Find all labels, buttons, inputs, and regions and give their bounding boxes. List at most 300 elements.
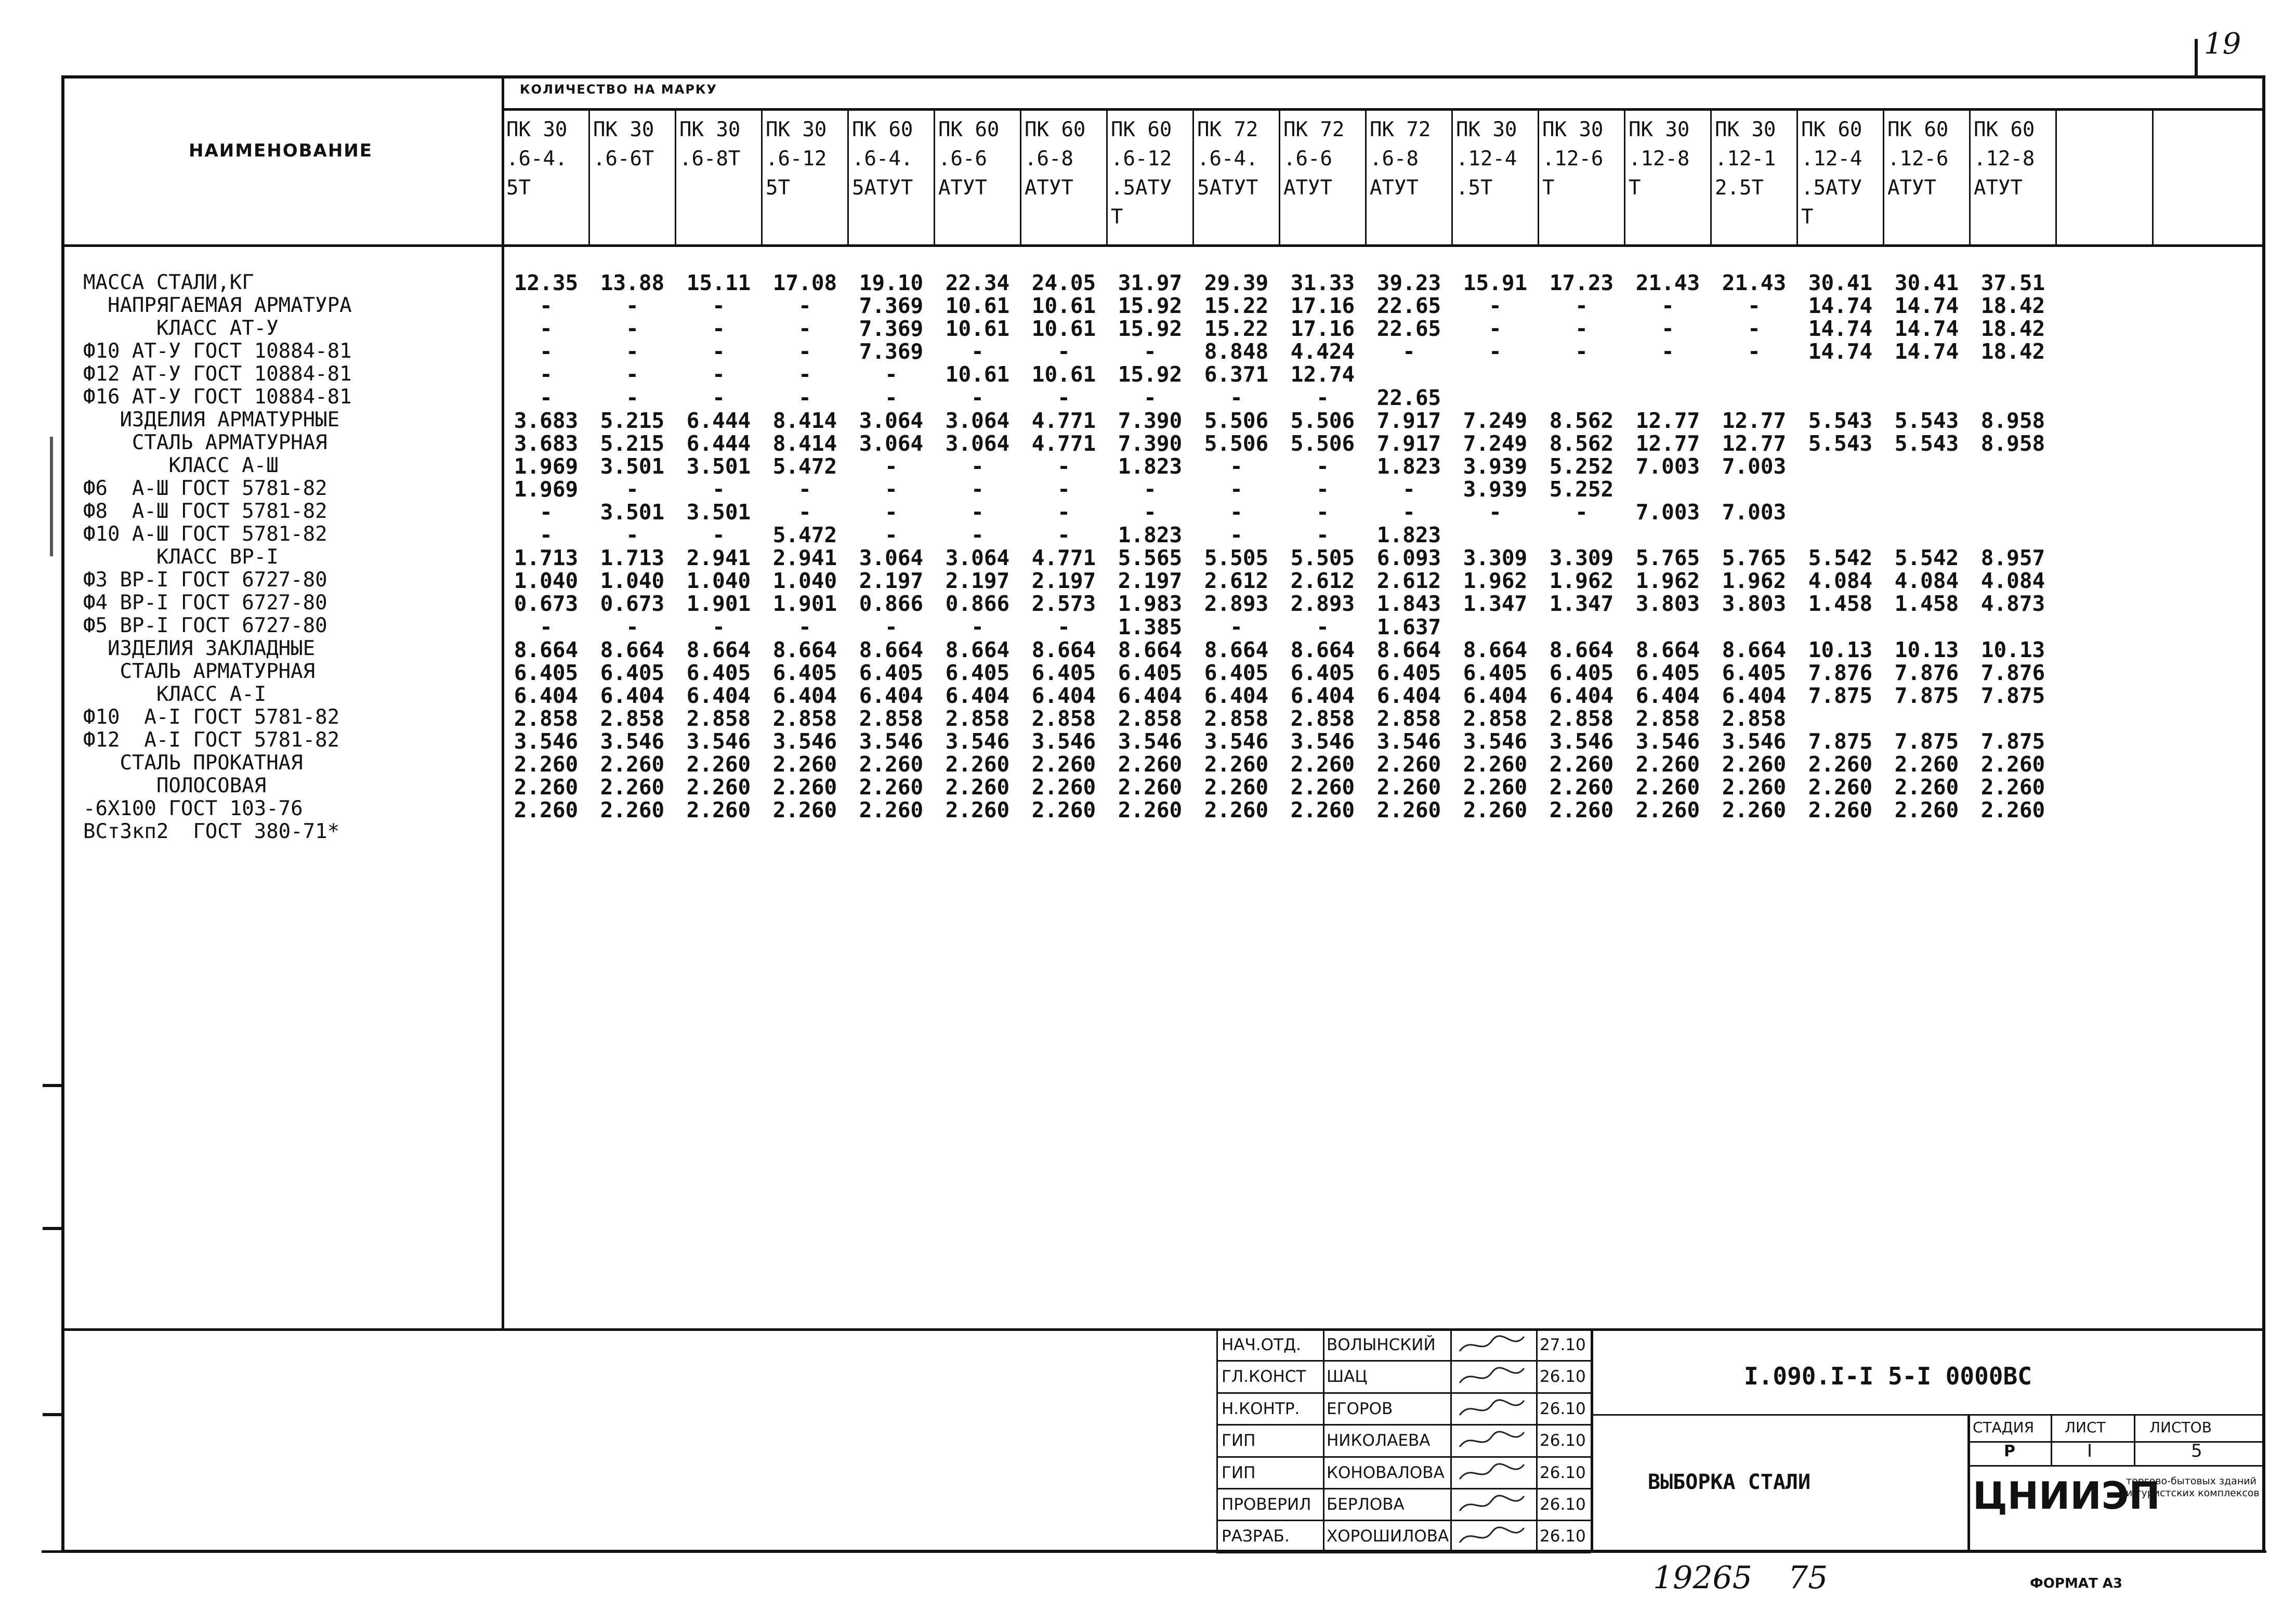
table-cell: 22.65 bbox=[1376, 316, 1441, 342]
table-cell: 6.404 bbox=[600, 683, 665, 708]
signature bbox=[1455, 1362, 1528, 1394]
column-header: ПК 30 .12-6 Т bbox=[1542, 118, 1604, 200]
signature-scribble bbox=[1455, 1330, 1528, 1357]
table-cell: - bbox=[626, 476, 639, 502]
table-cell: 30.41 bbox=[1808, 270, 1873, 295]
table-cell: - bbox=[798, 293, 811, 319]
table-cell: 4.771 bbox=[1031, 408, 1096, 433]
table-cell: - bbox=[1230, 614, 1243, 639]
table-cell: 1.637 bbox=[1376, 614, 1441, 639]
table-cell: - bbox=[540, 500, 553, 525]
table-cell: - bbox=[971, 453, 984, 479]
table-cell: - bbox=[1057, 339, 1070, 364]
table-cell: 21.43 bbox=[1635, 270, 1700, 295]
table-cell: 2.858 bbox=[1376, 705, 1441, 731]
table-cell: - bbox=[540, 614, 553, 639]
signature bbox=[1455, 1458, 1528, 1490]
table-cell: - bbox=[971, 385, 984, 410]
table-cell: 2.260 bbox=[1808, 775, 1873, 800]
table-cell: 5.506 bbox=[1204, 430, 1269, 456]
table-cell: 2.260 bbox=[1722, 752, 1787, 777]
stamp-col bbox=[2051, 1414, 2052, 1465]
table-cell: - bbox=[1402, 500, 1415, 525]
table-cell: 22.34 bbox=[945, 270, 1010, 295]
table-cell: 2.260 bbox=[1031, 752, 1096, 777]
table-cell: 7.876 bbox=[1808, 660, 1873, 685]
table-cell: 8.664 bbox=[859, 637, 924, 662]
table-cell: 5.506 bbox=[1204, 408, 1269, 433]
column-header: ПК 30 .6-6Т bbox=[593, 118, 654, 171]
table-cell: 5.252 bbox=[1549, 476, 1614, 502]
signature bbox=[1455, 1426, 1528, 1458]
table-cell: 7.917 bbox=[1376, 430, 1441, 456]
table-cell: - bbox=[712, 385, 725, 410]
signature-scribble bbox=[1455, 1522, 1528, 1549]
table-cell: 7.876 bbox=[1894, 660, 1959, 685]
table-cell: 3.501 bbox=[686, 453, 751, 479]
table-cell: - bbox=[1316, 522, 1329, 548]
table-cell: 12.77 bbox=[1635, 408, 1700, 433]
table-cell: 5.543 bbox=[1808, 408, 1873, 433]
table-cell: 1.969 bbox=[514, 476, 579, 502]
table-cell: 3.546 bbox=[1118, 729, 1183, 754]
table-cell: 6.404 bbox=[1722, 683, 1787, 708]
table-cell: 2.893 bbox=[1204, 591, 1269, 617]
table-cell: 7.875 bbox=[1808, 683, 1873, 708]
org-subtitle: торгово-бытовых зданий и туристских комплексов bbox=[2126, 1475, 2260, 1499]
table-cell: 6.444 bbox=[686, 430, 751, 456]
table-cell: 6.404 bbox=[1290, 683, 1355, 708]
table-cell: 8.664 bbox=[1031, 637, 1096, 662]
table-cell: 3.064 bbox=[859, 430, 924, 456]
table-cell: 1.983 bbox=[1118, 591, 1183, 617]
table-cell: - bbox=[885, 522, 898, 548]
table-cell: - bbox=[626, 362, 639, 387]
table-cell: 1.962 bbox=[1635, 568, 1700, 594]
table-cell: - bbox=[540, 522, 553, 548]
table-cell: 31.97 bbox=[1118, 270, 1183, 295]
table-cell: 2.260 bbox=[1549, 752, 1614, 777]
stamp-date: 26.10 bbox=[1540, 1527, 1586, 1546]
table-cell: 7.875 bbox=[1980, 683, 2045, 708]
table-cell: 17.16 bbox=[1290, 293, 1355, 319]
column-header: ПК 60 .12-8 АТУТ bbox=[1974, 118, 2035, 200]
table-cell: - bbox=[971, 614, 984, 639]
table-cell: 3.546 bbox=[859, 729, 924, 754]
table-cell: 8.664 bbox=[1635, 637, 1700, 662]
table-cell: 18.42 bbox=[1980, 293, 2045, 319]
table-cell: 15.22 bbox=[1204, 316, 1269, 342]
table-cell: - bbox=[1316, 500, 1329, 525]
table-cell: - bbox=[971, 500, 984, 525]
header-bottom-line bbox=[61, 244, 2265, 247]
table-cell: 6.404 bbox=[1463, 683, 1528, 708]
table-cell: 5.565 bbox=[1118, 545, 1183, 571]
table-cell: 2.260 bbox=[1118, 752, 1183, 777]
table-cell: 2.260 bbox=[1031, 798, 1096, 823]
table-cell: 10.13 bbox=[1808, 637, 1873, 662]
table-cell: 8.848 bbox=[1204, 339, 1269, 364]
table-cell: 2.260 bbox=[514, 798, 579, 823]
table-cell: 1.458 bbox=[1894, 591, 1959, 617]
table-cell: 8.664 bbox=[1549, 637, 1614, 662]
stamp-date: 26.10 bbox=[1540, 1495, 1586, 1514]
table-cell: 5.506 bbox=[1290, 408, 1355, 433]
table-cell: 6.404 bbox=[1031, 683, 1096, 708]
table-cell: - bbox=[712, 614, 725, 639]
table-cell: - bbox=[1661, 316, 1674, 342]
table-cell: 2.260 bbox=[1204, 752, 1269, 777]
table-cell: 8.664 bbox=[1118, 637, 1183, 662]
table-cell: 2.260 bbox=[686, 775, 751, 800]
table-cell: 2.858 bbox=[1031, 705, 1096, 731]
table-cell: - bbox=[712, 476, 725, 502]
table-cell: 6.404 bbox=[686, 683, 751, 708]
table-cell: 6.405 bbox=[1290, 660, 1355, 685]
table-cell: - bbox=[1057, 385, 1070, 410]
table-cell: 8.664 bbox=[600, 637, 665, 662]
table-cell: 0.673 bbox=[600, 591, 665, 617]
table-cell: 2.941 bbox=[772, 545, 837, 571]
table-cell: 2.858 bbox=[1204, 705, 1269, 731]
stamp-date: 26.10 bbox=[1540, 1367, 1586, 1387]
table-cell: 2.858 bbox=[1290, 705, 1355, 731]
table-cell: - bbox=[1144, 500, 1157, 525]
table-cell: 1.962 bbox=[1463, 568, 1528, 594]
table-cell: - bbox=[1748, 339, 1761, 364]
table-cell: 8.664 bbox=[1290, 637, 1355, 662]
table-cell: 2.260 bbox=[1290, 798, 1355, 823]
table-cell: 3.546 bbox=[600, 729, 665, 754]
table-cell: 2.858 bbox=[772, 705, 837, 731]
table-cell: 2.260 bbox=[1635, 775, 1700, 800]
stamp-col bbox=[1967, 1414, 1970, 1552]
table-cell: 2.260 bbox=[1118, 798, 1183, 823]
table-cell: 2.260 bbox=[1376, 752, 1441, 777]
table-cell: 4.873 bbox=[1980, 591, 2045, 617]
table-cell: 2.260 bbox=[1463, 752, 1528, 777]
table-cell: 5.542 bbox=[1808, 545, 1873, 571]
table-cell: 7.003 bbox=[1635, 500, 1700, 525]
column-header: ПК 60 .6-12 .5АТУ Т bbox=[1111, 118, 1172, 229]
stamp-col bbox=[1323, 1328, 1324, 1552]
stamp-row-line bbox=[1216, 1520, 1591, 1521]
table-cell: 5.542 bbox=[1894, 545, 1959, 571]
table-cell: 21.43 bbox=[1722, 270, 1787, 295]
column-header: ПК 72 .6-6 АТУТ bbox=[1283, 118, 1345, 200]
sheet-label: ЛИСТ bbox=[2065, 1419, 2106, 1436]
table-cell: 10.13 bbox=[1980, 637, 2045, 662]
table-cell: 22.65 bbox=[1376, 293, 1441, 319]
table-cell: 3.803 bbox=[1722, 591, 1787, 617]
table-cell: - bbox=[1316, 476, 1329, 502]
stamp-name: НИКОЛАЕВА bbox=[1327, 1431, 1431, 1450]
table-cell: 2.260 bbox=[686, 798, 751, 823]
table-cell: - bbox=[971, 476, 984, 502]
table-cell: 3.064 bbox=[945, 430, 1010, 456]
table-cell: 15.92 bbox=[1118, 316, 1183, 342]
table-cell: 15.91 bbox=[1463, 270, 1528, 295]
stamp-role: НАЧ.ОТД. bbox=[1222, 1336, 1302, 1354]
table-cell: 2.941 bbox=[686, 545, 751, 571]
table-cell: 7.249 bbox=[1463, 408, 1528, 433]
table-cell: 8.664 bbox=[1204, 637, 1269, 662]
table-cell: 39.23 bbox=[1376, 270, 1441, 295]
table-cell: 15.92 bbox=[1118, 362, 1183, 387]
table-cell: - bbox=[798, 385, 811, 410]
table-cell: 5.505 bbox=[1290, 545, 1355, 571]
table-cell: 24.05 bbox=[1031, 270, 1096, 295]
table-cell: 7.875 bbox=[1894, 729, 1959, 754]
margin-tick bbox=[43, 1413, 64, 1416]
table-cell: 2.260 bbox=[1894, 798, 1959, 823]
table-cell: 2.260 bbox=[1894, 775, 1959, 800]
table-cell: 1.901 bbox=[772, 591, 837, 617]
sheets-value: 5 bbox=[2191, 1441, 2202, 1461]
table-cell: 8.664 bbox=[514, 637, 579, 662]
table-cell: 5.215 bbox=[600, 430, 665, 456]
stamp-role: ГЛ.КОНСТ bbox=[1222, 1367, 1306, 1387]
org-logo: ЦНИИЭП bbox=[1973, 1474, 2160, 1518]
column-header: ПК 60 .12-4 .5АТУ Т bbox=[1801, 118, 1862, 229]
table-cell: 3.546 bbox=[1549, 729, 1614, 754]
table-cell: 2.260 bbox=[945, 798, 1010, 823]
signature bbox=[1455, 1490, 1528, 1522]
table-cell: 2.260 bbox=[1204, 775, 1269, 800]
table-cell: 8.664 bbox=[772, 637, 837, 662]
table-cell: - bbox=[798, 362, 811, 387]
table-cell: 3.501 bbox=[686, 500, 751, 525]
table-cell: - bbox=[1575, 500, 1588, 525]
table-cell: - bbox=[1144, 385, 1157, 410]
table-cell: 1.347 bbox=[1463, 591, 1528, 617]
table-cell: 8.958 bbox=[1980, 408, 2045, 433]
table-cell: 7.876 bbox=[1980, 660, 2045, 685]
sheet-title: ВЫБОРКА СТАЛИ bbox=[1648, 1470, 1811, 1494]
table-cell: 2.197 bbox=[1031, 568, 1096, 594]
table-cell: 1.713 bbox=[600, 545, 665, 571]
table-cell: 2.858 bbox=[514, 705, 579, 731]
table-cell: 4.424 bbox=[1290, 339, 1355, 364]
table-cell: 5.472 bbox=[772, 522, 837, 548]
table-cell: 10.61 bbox=[1031, 362, 1096, 387]
stamp-role: ГИП bbox=[1222, 1431, 1256, 1450]
table-cell: 1.823 bbox=[1376, 522, 1441, 548]
table-cell: 31.33 bbox=[1290, 270, 1355, 295]
table-cell: 6.405 bbox=[514, 660, 579, 685]
table-cell: 12.74 bbox=[1290, 362, 1355, 387]
table-cell: - bbox=[1402, 339, 1415, 364]
page-number: 19 bbox=[2204, 27, 2241, 61]
table-cell: 10.61 bbox=[945, 316, 1010, 342]
table-cell: 1.040 bbox=[772, 568, 837, 594]
table-cell: 2.260 bbox=[945, 752, 1010, 777]
table-cell: - bbox=[626, 316, 639, 342]
table-cell: 2.858 bbox=[600, 705, 665, 731]
column-header: ПК 30 .12-4 .5Т bbox=[1456, 118, 1517, 200]
column-header: ПК 30 .6-8Т bbox=[679, 118, 741, 171]
table-cell: - bbox=[712, 362, 725, 387]
table-cell: 22.65 bbox=[1376, 385, 1441, 410]
table-cell: - bbox=[1316, 453, 1329, 479]
table-cell: 4.771 bbox=[1031, 430, 1096, 456]
table-cell: - bbox=[540, 362, 553, 387]
table-cell: 7.003 bbox=[1722, 500, 1787, 525]
stamp-date: 27.10 bbox=[1540, 1336, 1586, 1354]
table-cell: - bbox=[1489, 339, 1502, 364]
table-cell: - bbox=[798, 614, 811, 639]
table-cell: 2.260 bbox=[772, 798, 837, 823]
table-cell: 3.546 bbox=[1031, 729, 1096, 754]
table-cell: 5.252 bbox=[1549, 453, 1614, 479]
stamp-name: ШАЦ bbox=[1327, 1367, 1368, 1387]
table-cell: - bbox=[1230, 453, 1243, 479]
table-cell: 3.064 bbox=[945, 545, 1010, 571]
table-cell: 4.771 bbox=[1031, 545, 1096, 571]
signature-scribble bbox=[1455, 1490, 1528, 1517]
table-cell: - bbox=[798, 339, 811, 364]
table-cell: 3.501 bbox=[600, 500, 665, 525]
table-cell: 2.260 bbox=[945, 775, 1010, 800]
table-cell: - bbox=[1316, 614, 1329, 639]
table-cell: 7.917 bbox=[1376, 408, 1441, 433]
table-cell: 6.404 bbox=[945, 683, 1010, 708]
table-cell: 7.875 bbox=[1894, 683, 1959, 708]
table-cell: 5.506 bbox=[1290, 430, 1355, 456]
table-cell: 6.404 bbox=[1376, 683, 1441, 708]
table-cell: 2.260 bbox=[1290, 775, 1355, 800]
stamp-date: 26.10 bbox=[1540, 1463, 1586, 1482]
table-cell: 3.546 bbox=[772, 729, 837, 754]
table-cell: 5.472 bbox=[772, 453, 837, 479]
table-cell: 3.546 bbox=[1290, 729, 1355, 754]
table-cell: 8.664 bbox=[1722, 637, 1787, 662]
table-cell: 3.546 bbox=[1204, 729, 1269, 754]
column-header: ПК 30 .6-4. 5Т bbox=[506, 118, 568, 200]
table-cell: - bbox=[1316, 385, 1329, 410]
table-cell: 2.260 bbox=[1463, 775, 1528, 800]
table-cell: - bbox=[798, 316, 811, 342]
signature bbox=[1455, 1394, 1528, 1426]
table-cell: 6.405 bbox=[1722, 660, 1787, 685]
table-cell: - bbox=[712, 339, 725, 364]
table-cell: 3.064 bbox=[859, 408, 924, 433]
table-cell: 2.260 bbox=[1722, 775, 1787, 800]
table-cell: 8.664 bbox=[1376, 637, 1441, 662]
table-cell: 6.404 bbox=[1118, 683, 1183, 708]
table-cell: 3.939 bbox=[1463, 453, 1528, 479]
table-cell: 7.369 bbox=[859, 339, 924, 364]
table-cell: 2.260 bbox=[686, 752, 751, 777]
table-cell: 8.958 bbox=[1980, 430, 2045, 456]
stamp-col bbox=[2134, 1414, 2135, 1465]
handwritten-number-2: 75 bbox=[1788, 1560, 1828, 1596]
column-header: ПК 60 .12-6 АТУТ bbox=[1887, 118, 1949, 200]
stage-label: СТАДИЯ bbox=[1973, 1419, 2035, 1436]
table-cell: 2.197 bbox=[859, 568, 924, 594]
table-cell: 10.13 bbox=[1894, 637, 1959, 662]
table-cell: 2.260 bbox=[1376, 798, 1441, 823]
table-cell: 15.11 bbox=[686, 270, 751, 295]
table-cell: 10.61 bbox=[1031, 316, 1096, 342]
table-cell: 2.260 bbox=[1031, 775, 1096, 800]
table-cell: 6.404 bbox=[1204, 683, 1269, 708]
stamp-col bbox=[1536, 1328, 1538, 1552]
table-cell: 3.546 bbox=[1722, 729, 1787, 754]
table-cell: 3.546 bbox=[686, 729, 751, 754]
table-cell: 2.260 bbox=[514, 752, 579, 777]
table-cell: - bbox=[626, 385, 639, 410]
table-cell: 30.41 bbox=[1894, 270, 1959, 295]
table-cell: 2.260 bbox=[1118, 775, 1183, 800]
signature-scribble bbox=[1455, 1362, 1528, 1389]
stamp-line bbox=[1967, 1465, 2265, 1467]
table-cell: 6.405 bbox=[686, 660, 751, 685]
stamp-row-line bbox=[1216, 1488, 1591, 1489]
stamp-line bbox=[1591, 1414, 2265, 1416]
table-cell: 7.875 bbox=[1808, 729, 1873, 754]
stamp-row-line bbox=[1216, 1392, 1591, 1394]
table-cell: - bbox=[1057, 500, 1070, 525]
table-cell: 10.61 bbox=[945, 362, 1010, 387]
signature bbox=[1455, 1522, 1528, 1553]
page-number-mark bbox=[2195, 39, 2198, 75]
table-cell: - bbox=[1230, 476, 1243, 502]
table-cell: 10.61 bbox=[945, 293, 1010, 319]
qty-header-line bbox=[502, 108, 2265, 111]
table-cell: 3.064 bbox=[859, 545, 924, 571]
table-cell: - bbox=[1402, 476, 1415, 502]
stamp-row-line bbox=[1216, 1424, 1591, 1426]
table-bottom-line bbox=[61, 1328, 2265, 1331]
table-cell: - bbox=[1230, 385, 1243, 410]
stamp-row-line bbox=[1216, 1456, 1591, 1458]
table-cell: 4.084 bbox=[1980, 568, 2045, 594]
table-cell: 2.260 bbox=[772, 752, 837, 777]
table-cell: 13.88 bbox=[600, 270, 665, 295]
table-cell: 2.260 bbox=[514, 775, 579, 800]
table-cell: 1.040 bbox=[686, 568, 751, 594]
table-cell: - bbox=[1661, 339, 1674, 364]
margin-tick bbox=[43, 1227, 64, 1230]
table-cell: 2.260 bbox=[1376, 775, 1441, 800]
table-cell: 17.16 bbox=[1290, 316, 1355, 342]
table-cell: 7.390 bbox=[1118, 408, 1183, 433]
stamp-role: ГИП bbox=[1222, 1463, 1256, 1482]
table-cell: 1.969 bbox=[514, 453, 579, 479]
table-cell: - bbox=[712, 316, 725, 342]
stamp-date: 26.10 bbox=[1540, 1431, 1586, 1450]
table-cell: - bbox=[798, 476, 811, 502]
table-cell: 17.23 bbox=[1549, 270, 1614, 295]
table-cell: 6.405 bbox=[1549, 660, 1614, 685]
table-cell: 15.22 bbox=[1204, 293, 1269, 319]
table-cell: 0.673 bbox=[514, 591, 579, 617]
table-cell: 2.197 bbox=[945, 568, 1010, 594]
stamp-left-border bbox=[1216, 1328, 1218, 1552]
table-cell: 14.74 bbox=[1894, 293, 1959, 319]
table-cell: 3.939 bbox=[1463, 476, 1528, 502]
stamp-role: Н.КОНТР. bbox=[1222, 1399, 1300, 1418]
table-cell: 2.197 bbox=[1118, 568, 1183, 594]
table-cell: 10.61 bbox=[1031, 293, 1096, 319]
stamp-role: ПРОВЕРИЛ bbox=[1222, 1495, 1311, 1514]
table-cell: - bbox=[885, 476, 898, 502]
table-cell: 2.858 bbox=[1635, 705, 1700, 731]
table-cell: 5.543 bbox=[1894, 430, 1959, 456]
table-cell: 2.612 bbox=[1204, 568, 1269, 594]
table-cell: 5.543 bbox=[1808, 430, 1873, 456]
